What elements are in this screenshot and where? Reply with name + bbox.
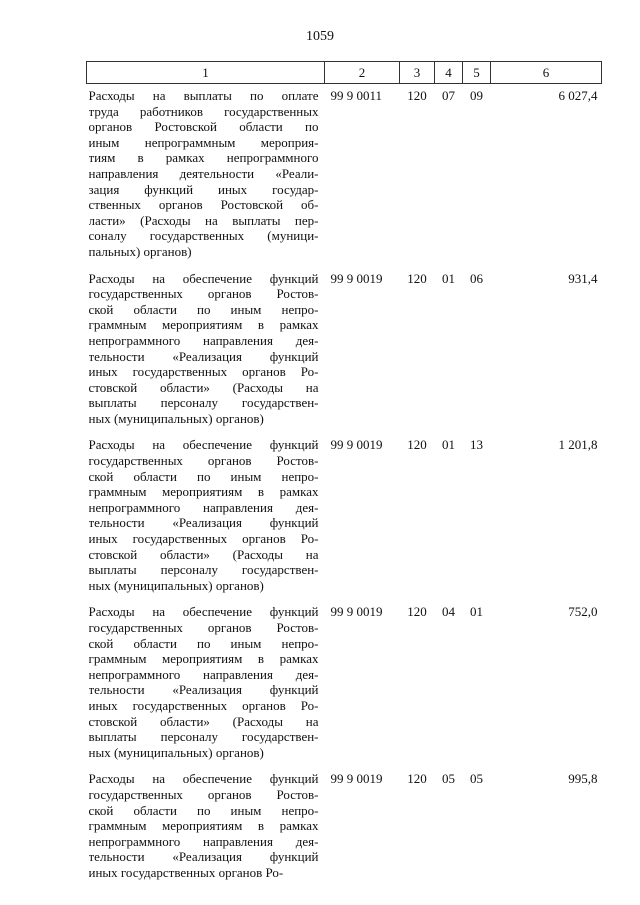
row-amount: 931,4 [568,270,598,286]
description-line: пальных) органов) [88,243,192,259]
description-line: иным непрограммным мероприя- [88,134,319,150]
header-col-6: 6 [491,62,602,84]
table-header-row [87,62,602,84]
header-col-1: 1 [87,62,325,84]
description-line: зация функций иных государ- [88,181,319,197]
budget-table [86,61,602,881]
row-col-5: 06 [470,270,483,286]
row-col-5: 09 [470,88,483,103]
row-col-4: 05 [442,771,455,787]
row-col-4: 04 [442,604,455,620]
row-description [87,593,325,760]
table-row [87,260,602,427]
table-header [87,62,602,84]
description-line: выплаты персоналу государствен- [88,729,319,745]
row-col-4: 01 [442,270,455,286]
description-line: Расходы на выплаты по оплате [88,88,319,103]
row-description [87,84,325,260]
description-line: ской области по иным непро- [88,635,319,651]
description-line: выплаты персоналу государствен- [88,562,319,578]
description-line: Расходы на обеспечение функций [88,604,319,620]
row-col-4: 01 [442,437,455,453]
description-line: непрограммного направления дея- [88,332,319,348]
description-line: иных государственных органов Ро- [88,697,319,713]
description-line: иных государственных органов Ро- [88,531,319,547]
table-row [87,593,602,760]
header-col-4: 4 [435,62,463,84]
row-code: 99 9 0019 [330,771,383,787]
row-amount: 6 027,4 [558,88,598,103]
table-body [87,84,602,881]
row-col-3: 120 [407,270,427,286]
row-col-3: 120 [407,437,427,453]
description-line: труда работников государственных [88,103,319,119]
row-description [87,760,325,880]
description-line: ных (муниципальных) органов) [88,744,264,760]
description-line: граммным мероприятиям в рамках [88,484,319,500]
description-line: стовской области» (Расходы на [88,379,319,395]
description-line: ской области по иным непро- [88,301,319,317]
description-line: ных (муниципальных) органов) [88,410,264,426]
description-line: тельности «Реализация функций [88,515,319,531]
description-line: Расходы на обеспечение функций [88,270,319,286]
row-col-5: 13 [470,437,483,453]
row-amount: 995,8 [568,771,598,787]
description-line: ных (муниципальных) органов) [88,577,264,593]
description-line: тельности «Реализация функций [88,348,319,364]
description-line: ской области по иным непро- [88,468,319,484]
header-col-3: 3 [400,62,435,84]
row-col-5: 05 [470,771,483,787]
row-code: 99 9 0019 [330,270,383,286]
description-line: ской области по иным непро- [88,802,319,818]
row-description [87,426,325,593]
row-amount: 1 201,8 [558,437,598,453]
description-line: государственных органов Ростов- [88,286,319,302]
row-code: 99 9 0019 [330,437,383,453]
header-col-5: 5 [463,62,491,84]
description-line: тиям в рамках непрограммного [88,150,319,166]
row-col-3: 120 [407,88,427,103]
description-line: Расходы на обеспечение функций [88,437,319,453]
description-line: иных государственных органов Ро- [88,864,284,880]
row-col-3: 120 [407,771,427,787]
description-line: соналу государственных (муници- [88,228,319,244]
row-col-3: 120 [407,604,427,620]
description-line: граммным мероприятиям в рамках [88,818,319,834]
row-description [87,260,325,427]
description-line: иных государственных органов Ро- [88,364,319,380]
description-line: направления деятельности «Реали- [88,165,319,181]
row-amount: 752,0 [568,604,598,620]
description-line: стовской области» (Расходы на [88,713,319,729]
description-line: выплаты персоналу государствен- [88,395,319,411]
description-line: стовской области» (Расходы на [88,546,319,562]
description-line: граммным мероприятиям в рамках [88,651,319,667]
table-row [87,760,602,880]
table-row [87,84,602,260]
row-col-5: 01 [470,604,483,620]
description-line: органов Ростовской области по [88,119,319,135]
page-number: 1059 [306,29,334,44]
description-line: государственных органов Ростов- [88,786,319,802]
description-line: тельности «Реализация функций [88,849,319,865]
description-line: ласти» (Расходы на выплаты пер- [88,212,319,228]
row-code: 99 9 0019 [330,604,383,620]
description-line: Расходы на обеспечение функций [88,771,319,787]
description-line: тельности «Реализация функций [88,682,319,698]
description-line: государственных органов Ростов- [88,620,319,635]
description-line: непрограммного направления дея- [88,666,319,682]
description-line: непрограммного направления дея- [88,833,319,849]
description-line: непрограммного направления дея- [88,499,319,515]
row-code: 99 9 0011 [330,88,383,103]
header-col-2: 2 [325,62,400,84]
table-row [87,426,602,593]
description-line: государственных органов Ростов- [88,453,319,469]
description-line: граммным мероприятиям в рамках [88,317,319,333]
row-col-4: 07 [442,88,455,103]
description-line: ственных органов Ростовской об- [88,197,319,213]
